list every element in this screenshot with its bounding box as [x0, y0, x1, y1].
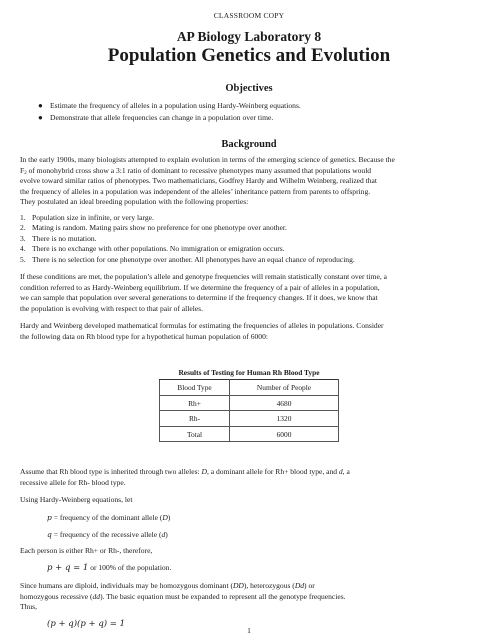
text-span: = frequency of the recessive allele ( [51, 530, 162, 540]
properties-list [20, 213, 478, 266]
text-line: Thus, [20, 602, 37, 612]
property-text: Mating is random. Mating pairs show no preference for one phenotype over another. [32, 223, 287, 233]
table-cell: Total [160, 426, 230, 442]
table-row [160, 411, 339, 427]
table-caption: Results of Testing for Human Rh Blood Type [178, 368, 320, 378]
table-cell: 6000 [230, 426, 339, 442]
list-number: 1. [20, 212, 26, 222]
property-item [20, 255, 478, 266]
page-number: 1 [247, 626, 251, 635]
property-item [20, 223, 478, 234]
math-symbol: q [47, 530, 52, 540]
text-line: evolve toward similar ratios of phenotypes. Two mathematicians, Godfrey Hardy and Wilhelm Weinberg, realized that [20, 176, 378, 185]
text-span: F [20, 165, 25, 175]
text-span: = frequency of the dominant allele ( [51, 512, 163, 522]
assumption-paragraph [20, 467, 478, 488]
property-text: Population size in infinite, or very large. [32, 212, 154, 222]
background-paragraph-3 [20, 321, 478, 342]
lab-title: AP Biology Laboratory 8 [176, 29, 322, 44]
text-line: In the early 1900s, many biologists attempted to explain evolution in terms of the emerging science of genetics. Because the [20, 155, 395, 164]
property-item [20, 244, 478, 255]
column-header: Number of People [230, 380, 339, 396]
equation-2: (p + q)(p + q) = 1 [47, 618, 126, 629]
each-person-text: Each person is either Rh+ or Rh-, therefore, [20, 545, 153, 555]
text-span: ) [165, 530, 168, 540]
allele-symbol: d [338, 467, 343, 477]
text-span: ) or [304, 581, 315, 591]
text-span: ) [167, 512, 171, 522]
text-line: Hardy and Weinberg developed mathematical formulas for estimating the frequencies of alleles in populations. Consider [20, 321, 384, 331]
text-line: recessive allele for Rh- blood type. [20, 477, 126, 487]
allele-symbol: D [162, 512, 168, 522]
text-line [20, 592, 478, 603]
genotype-symbol: Dd [294, 581, 305, 591]
document-page [20, 0, 478, 640]
math-symbol: p [47, 512, 52, 522]
table-row [160, 426, 339, 442]
objective-item [40, 100, 478, 112]
list-number: 4. [20, 244, 26, 254]
genotype-symbol: DD [232, 581, 244, 591]
background-heading: Background [221, 139, 277, 150]
text-line [20, 581, 478, 592]
hardy-weinberg-intro: Using Hardy-Weinberg equations, let [20, 495, 133, 505]
definition-q [20, 530, 478, 541]
text-span: ), heterozygous ( [243, 581, 295, 591]
text-line: the population is evolving with respect to that pair of alleles. [20, 303, 203, 313]
classroom-copy-label: CLASSROOM COPY [213, 11, 285, 20]
table-cell: Rh+ [160, 395, 230, 411]
text-span: Since humans are diploid, individuals may be homozygous dominant ( [20, 581, 233, 591]
text-span: of monohybrid cross show a 3:1 ratio of dominant to recessive phenotypes many assumed that populations would [26, 165, 372, 175]
table-cell: 1320 [230, 411, 339, 427]
text-span: , a [342, 467, 350, 477]
text-span: Assume that Rh blood type is inherited through two alleles: [20, 467, 202, 477]
diploid-paragraph [20, 581, 478, 613]
text-line: we can sample that population over several generations to determine if the frequency changes. If it does, we know that [20, 293, 378, 303]
allele-symbol: d [161, 530, 166, 540]
table-header-row [160, 380, 339, 396]
equation-1-line [20, 562, 478, 574]
bullet-icon: ● [38, 113, 43, 122]
bullet-icon: ● [38, 101, 43, 110]
property-text: There is no exchange with other populations. No immigration or emigration occurs. [32, 244, 285, 254]
table-row [160, 395, 339, 411]
text-line [20, 467, 478, 478]
text-line: They postulated an ideal breeding population with the following properties: [20, 197, 249, 206]
objective-text: Estimate the frequency of alleles in a population using Hardy-Weinberg equations. [50, 101, 301, 110]
text-line: the frequency of alleles in a population was independent of the alleles’ inheritance pattern from parents to offspring. [20, 186, 371, 196]
text-line: If these conditions are met, the population’s allele and genotype frequencies will remain statistically constant over time, a [20, 272, 387, 282]
equation-1: p + q = 1 [47, 563, 89, 574]
subscript: 2 [24, 170, 27, 176]
text-span: , a dominant allele for Rh+ blood type, and [206, 467, 339, 477]
property-item [20, 234, 478, 245]
objectives-list [20, 100, 478, 124]
genotype-symbol: dd [92, 591, 101, 601]
text-span: homozygous recessive ( [20, 591, 93, 601]
property-text: There is no selection for one phenotype over another. All phenotypes have an equal chance of reproducing. [32, 254, 355, 264]
list-number: 2. [20, 223, 26, 233]
property-text: There is no mutation. [32, 233, 97, 243]
text-line [20, 166, 478, 177]
table-cell: Rh- [160, 411, 230, 427]
text-span: ). The basic equation must be expanded to represent all the genotype frequencies. [100, 591, 346, 601]
text-line: the following data on Rh blood type for a hypothetical human population of 6000: [20, 331, 268, 341]
allele-symbol: D [201, 467, 207, 477]
page-title: Population Genetics and Evolution [107, 45, 391, 66]
property-item [20, 213, 478, 224]
objective-item [40, 112, 478, 124]
text-span: or 100% of the population. [88, 563, 172, 573]
objective-text: Demonstrate that allele frequencies can change in a population over time. [50, 113, 274, 122]
list-number: 3. [20, 233, 26, 243]
background-paragraph-2 [20, 272, 478, 314]
objectives-heading: Objectives [225, 83, 273, 94]
list-number: 5. [20, 254, 26, 264]
rh-table-container [159, 368, 339, 442]
table-cell: 4680 [230, 395, 339, 411]
definition-p [20, 513, 478, 524]
text-line: condition referred to as Hardy-Weinberg equilibrium. If we determine the frequency of a pair of alleles in a population, [20, 282, 380, 292]
column-header: Blood Type [160, 380, 230, 396]
background-paragraph-1 [20, 155, 478, 208]
rh-blood-type-table [159, 379, 339, 442]
